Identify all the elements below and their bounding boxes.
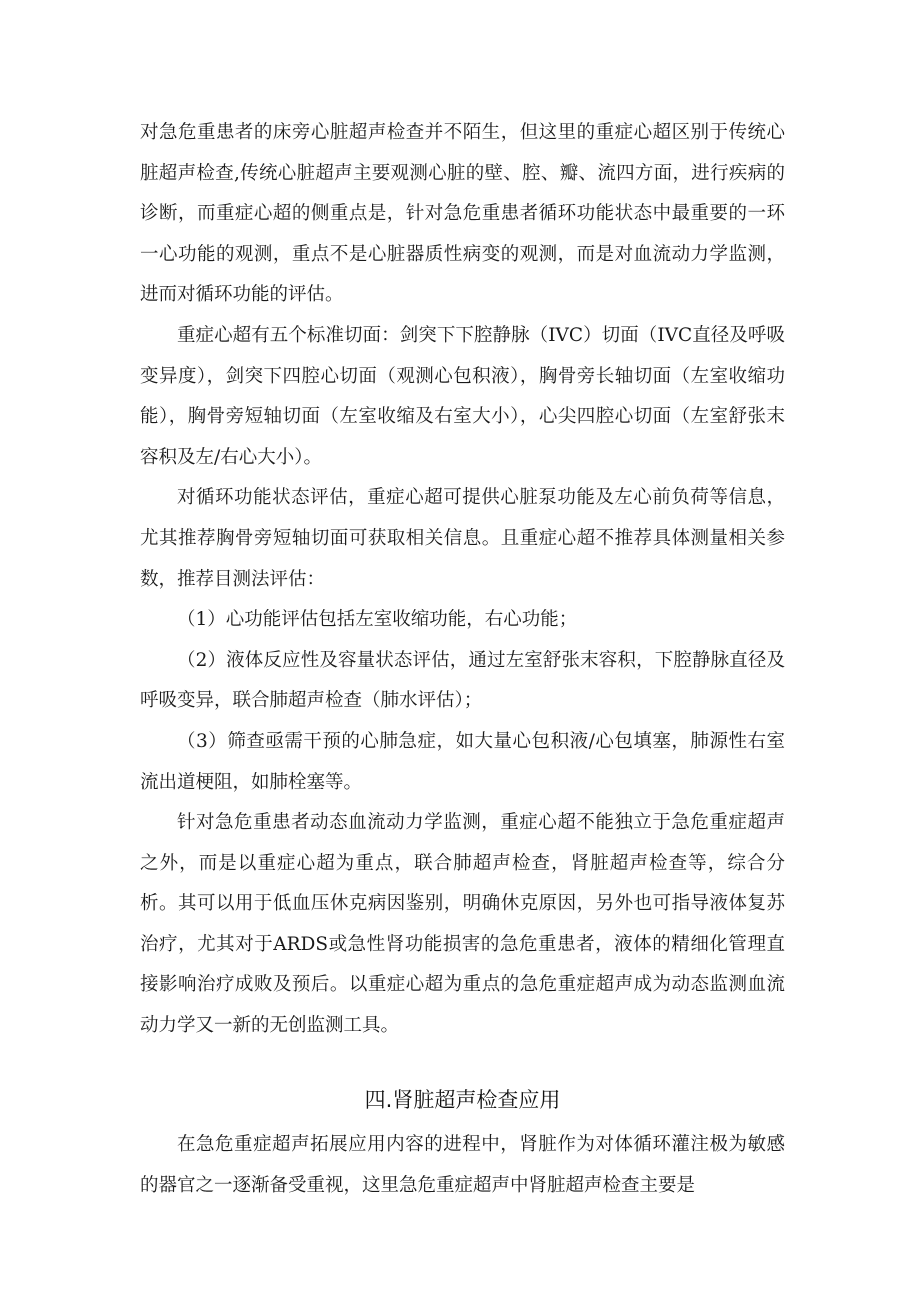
section-body-text bbox=[140, 1125, 785, 1206]
section-heading: 四.肾脏超声检查应用 bbox=[364, 1088, 561, 1112]
paragraph-bedside-echo: 对急危重患者的床旁心脏超声检查并不陌生，但这里的重症心超区别于传统心脏超声检查,传统心脏超声主要观测心脏的壁、腔、瓣、流四方面，进行疾病的诊断，而重症心超的侧重点是，针对急危重患者循环功能状态中最重要的一环一心功能的观测，重点不是心脏器质性病变的观测，而是对血流动力学监测，进而对循环功能的评估。 bbox=[140, 122, 785, 306]
paragraph-renal-ultrasound: 在急危重症超声拓展应用内容的进程中，肾脏作为对体循环灌注极为敏感的器官之一逐渐备受重视，这里急危重症超声中肾脏超声检查主要是 bbox=[140, 1134, 785, 1196]
body-text bbox=[140, 113, 785, 1047]
list-item-emergency-screening: （3）筛查亟需干预的心肺急症，如大量心包积液/心包填塞，肺源性右室流出道梗阻，如肺栓塞等。 bbox=[140, 730, 785, 793]
list-item-fluid-responsiveness: （2）液体反应性及容量状态评估，通过左室舒张末容积，下腔静脉直径及呼吸变异，联合肺超声检查（肺水评估）； bbox=[140, 649, 785, 712]
paragraph-circulation-assessment: 对循环功能状态评估，重症心超可提供心脏泵功能及左心前负荷等信息，尤其推荐胸骨旁短轴切面可获取相关信息。且重症心超不推荐具体测量相关参数，推荐目测法评估： bbox=[140, 487, 785, 590]
list-item-cardiac-function: （1）心功能评估包括左室收缩功能，右心功能； bbox=[177, 609, 578, 631]
paragraph-standard-views: 重症心超有五个标准切面：剑突下下腔静脉（IVC）切面（IVC直径及呼吸变异度），剑突下四腔心切面（观测心包积液），胸骨旁长轴切面（左室收缩功能），胸骨旁短轴切面（左室收缩及右室大小），心尖四腔心切面（左室舒张末容积及左/右心大小）。 bbox=[140, 324, 785, 468]
paragraph-hemodynamic-monitoring: 针对急危重患者动态血流动力学监测，重症心超不能独立于急危重症超声之外，而是以重症心超为重点，联合肺超声检查，肾脏超声检查等，综合分析。其可以用于低血压休克病因鉴别，明确休克原因，另外也可指导液体复苏治疗，尤其对于ARDS或急性肾功能损害的急危重患者，液体的精细化管理直接影响治疗成败及预后。以重症心超为重点的急危重症超声成为动态监测血流动力学又一新的无创监测工具。 bbox=[140, 812, 785, 1037]
